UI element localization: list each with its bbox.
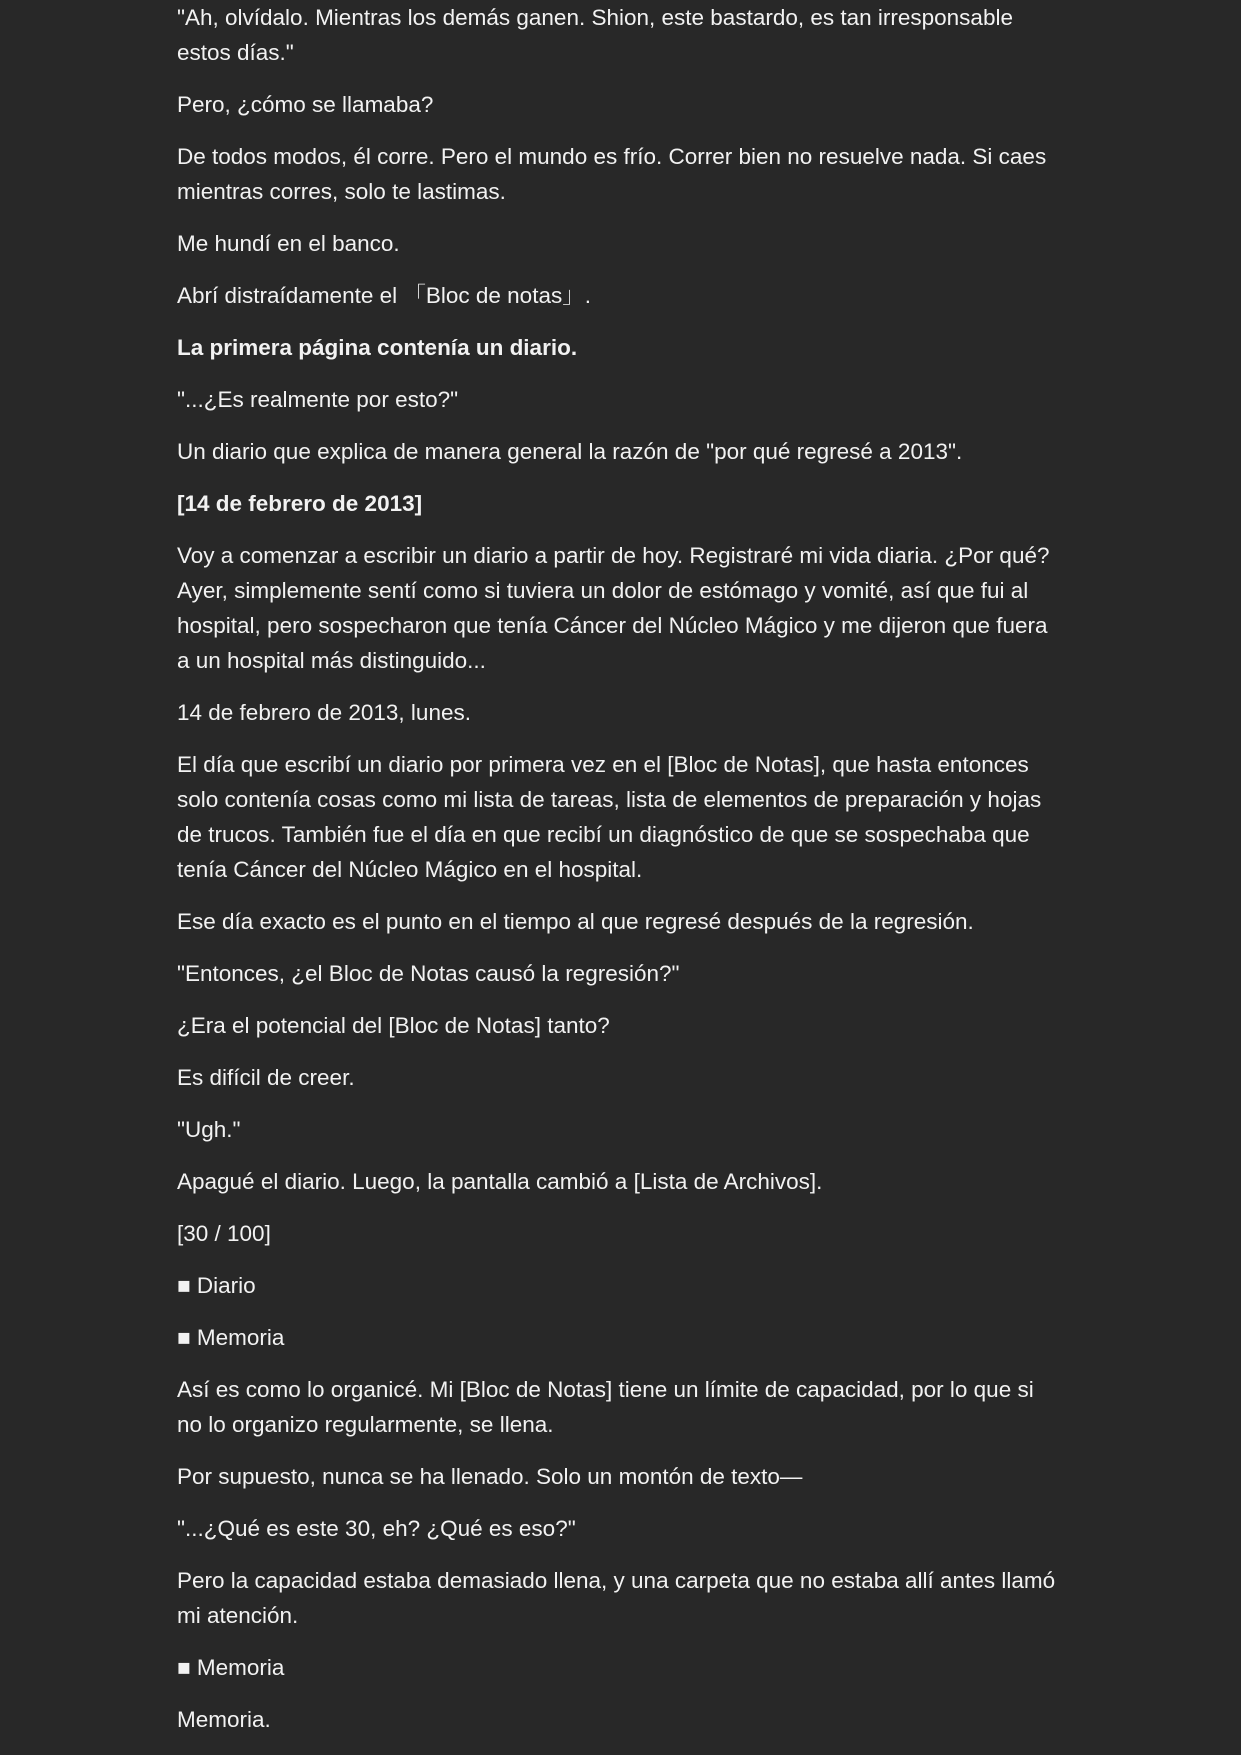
paragraph: Abrí distraídamente el 「Bloc de notas」.: [177, 283, 591, 308]
paragraph: Por supuesto, nunca se ha llenado. Solo un montón de texto—: [177, 1464, 803, 1489]
folder-item-memoria: ■ Memoria: [177, 1655, 285, 1680]
paragraph: "...¿Qué es este 30, eh? ¿Qué es eso?": [177, 1516, 576, 1541]
paragraph: ¿Era el potencial del [Bloc de Notas] tanto?: [177, 1013, 610, 1038]
paragraph: Me hundí en el banco.: [177, 231, 400, 256]
paragraph: Memoria.: [177, 1707, 271, 1732]
capacity-readout: [30 / 100]: [177, 1221, 271, 1246]
paragraph: Pero, ¿cómo se llamaba?: [177, 92, 434, 117]
folder-item-diario: ■ Diario: [177, 1273, 256, 1298]
paragraph: Así es como lo organicé. Mi [Bloc de Notas] tiene un límite de capacidad, por lo que si no lo organizo regularmente, se llena.: [177, 1377, 1034, 1437]
paragraph: "Entonces, ¿el Bloc de Notas causó la regresión?": [177, 961, 680, 986]
bold-paragraph: La primera página contenía un diario.: [177, 335, 578, 360]
paragraph: Ese día exacto es el punto en el tiempo al que regresé después de la regresión.: [177, 909, 974, 934]
paragraph: 14 de febrero de 2013, lunes.: [177, 700, 471, 725]
paragraph: Es difícil de creer.: [177, 1065, 355, 1090]
paragraph: Pero la capacidad estaba demasiado llena, y una carpeta que no estaba allí antes llamó mi atención.: [177, 1568, 1056, 1628]
paragraph: Un diario que explica de manera general la razón de "por qué regresé a 2013".: [177, 439, 963, 464]
paragraph: "Ah, olvídalo. Mientras los demás ganen. Shion, este bastardo, es tan irresponsable estos días.": [177, 5, 1013, 65]
diary-date-heading: [14 de febrero de 2013]: [177, 491, 423, 516]
paragraph: "...¿Es realmente por esto?": [177, 387, 459, 412]
paragraph: El día que escribí un diario por primera vez en el [Bloc de Notas], que hasta entonces solo contenía cosas como mi lista de tareas, lista de elementos de preparación y hojas de trucos. También fue el día en que recibí un diagnóstico de que se sospechaba que tenía Cáncer del Núcleo Mágico en el hospital.: [177, 752, 1042, 882]
paragraph: De todos modos, él corre. Pero el mundo es frío. Correr bien no resuelve nada. Si caes mientras corres, solo te lastimas.: [177, 144, 1047, 204]
paragraph: Apagué el diario. Luego, la pantalla cambió a [Lista de Archivos].: [177, 1169, 823, 1194]
folder-item-memoria: ■ Memoria: [177, 1325, 285, 1350]
paragraph: Voy a comenzar a escribir un diario a partir de hoy. Registraré mi vida diaria. ¿Por qué? Ayer, simplemente sentí como si tuviera un dolor de estómago y vomité, así que fui al hospital, pero sospecharon que tenía Cáncer del Núcleo Mágico y me dijeron que fuera a un hospital más distinguido...: [177, 543, 1050, 673]
paragraph: "Ugh.": [177, 1117, 241, 1142]
document-body: [177, 0, 1057, 1754]
